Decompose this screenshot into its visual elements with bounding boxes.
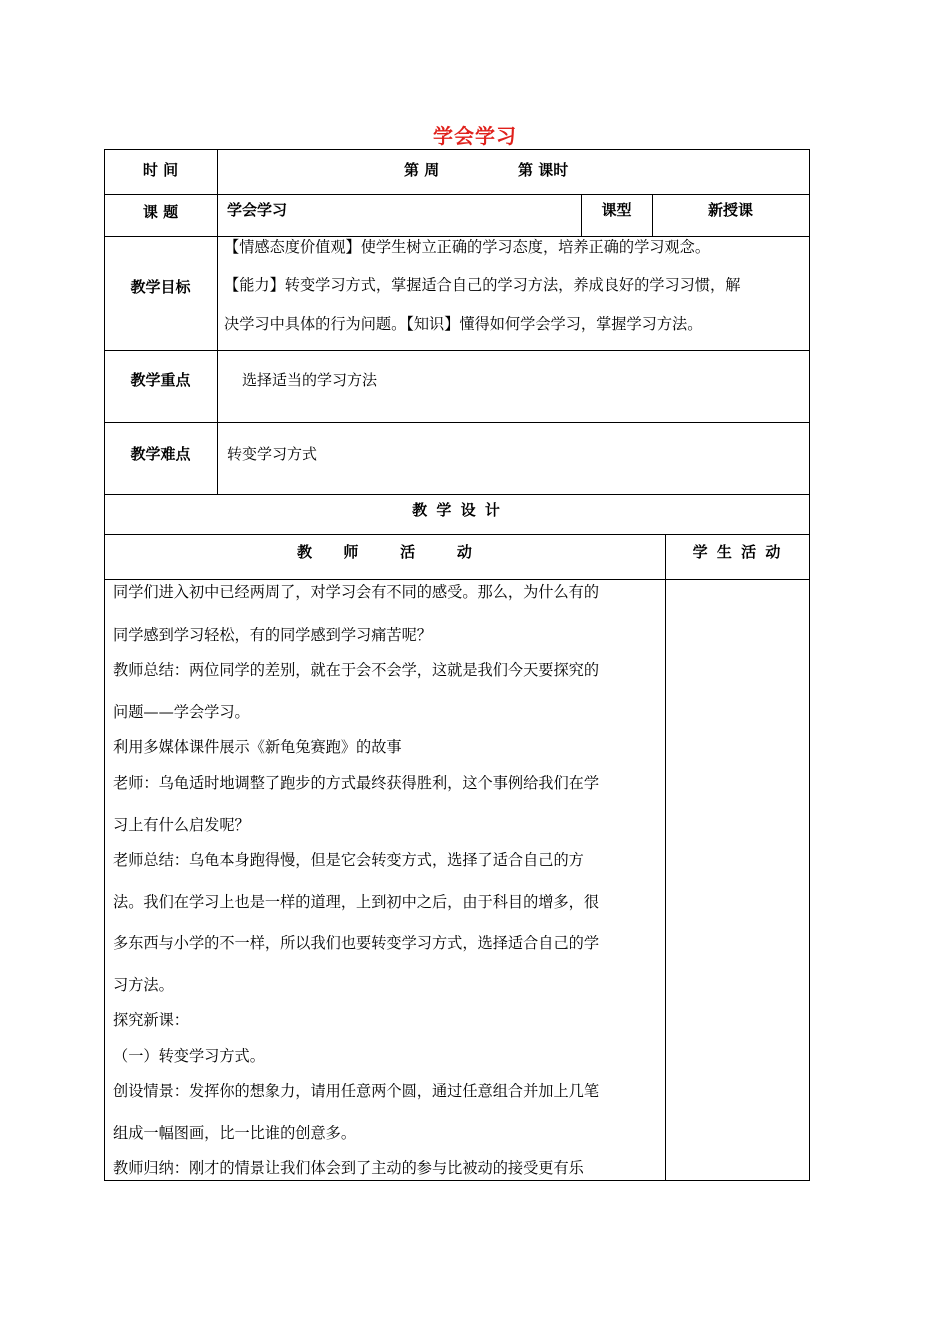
lesson-plan-table <box>104 149 810 1181</box>
paragraph-line: 问题——学会学习。 <box>113 703 250 721</box>
objectives-line: 【能力】转变学习方式，掌握适合自己的学习方法，养成良好的学习习惯，解 <box>224 276 741 294</box>
time-label: 时 间 <box>142 161 179 179</box>
paragraph-line: 创设情景：发挥你的想象力，请用任意两个圆，通过任意组合并加上几笔 <box>113 1082 599 1100</box>
paragraph-line: 同学感到学习轻松，有的同学感到学习痛苦呢？ <box>113 626 432 644</box>
paragraph-line: 多东西与小学的不一样，所以我们也要转变学习方式，选择适合自己的学 <box>113 934 599 952</box>
lesson-type-label: 课型 <box>601 201 632 219</box>
teaching-design-header: 教 学 设 计 <box>412 501 502 519</box>
objectives-line: 决学习中具体的行为问题。【知识】懂得如何学会学习，掌握学习方法。 <box>224 315 703 333</box>
period-field: 第 课时 <box>518 161 569 179</box>
paragraph-line: 同学们进入初中已经两周了，对学习会有不同的感受。那么，为什么有的 <box>113 583 599 601</box>
paragraph-line: （一）转变学习方式。 <box>113 1047 265 1065</box>
week-field: 第 周 <box>404 161 440 179</box>
objectives-label: 教学目标 <box>130 278 191 296</box>
topic-label: 课 题 <box>142 203 179 221</box>
objectives-line: 【情感态度价值观】使学生树立正确的学习态度，培养正确的学习观念。 <box>224 238 710 256</box>
paragraph-line: 教师归纳：刚才的情景让我们体会到了主动的参与比被动的接受更有乐 <box>113 1159 584 1177</box>
paragraph-line: 习上有什么启发呢？ <box>113 816 250 834</box>
paragraph-line: 探究新课： <box>113 1011 189 1029</box>
paragraph-line: 老师总结：乌龟本身跑得慢，但是它会转变方式，选择了适合自己的方 <box>113 851 584 869</box>
difficulties-value: 转变学习方式 <box>227 445 318 463</box>
paragraph-line: 利用多媒体课件展示《新龟兔赛跑》的故事 <box>113 738 402 756</box>
paragraph-line: 教师总结：两位同学的差别，就在于会不会学，这就是我们今天要探究的 <box>113 661 599 679</box>
key-points-value: 选择适当的学习方法 <box>242 371 378 389</box>
paragraph-line: 法。我们在学习上也是一样的道理，上到初中之后，由于科目的增多，很 <box>113 893 599 911</box>
topic-value: 学会学习 <box>227 201 288 219</box>
paragraph-line: 习方法。 <box>113 976 174 994</box>
page-title: 学会学习 <box>433 124 517 148</box>
difficulties-label: 教学难点 <box>130 445 191 463</box>
lesson-type-value: 新授课 <box>707 201 753 219</box>
student-activity-header: 学 生 活 动 <box>692 543 783 561</box>
teacher-activity-header: 教 师 活 动 <box>297 543 472 561</box>
key-points-label: 教学重点 <box>130 371 191 389</box>
paragraph-line: 组成一幅图画，比一比谁的创意多。 <box>113 1124 356 1142</box>
paragraph-line: 老师：乌龟适时地调整了跑步的方式最终获得胜利，这个事例给我们在学 <box>113 774 599 792</box>
